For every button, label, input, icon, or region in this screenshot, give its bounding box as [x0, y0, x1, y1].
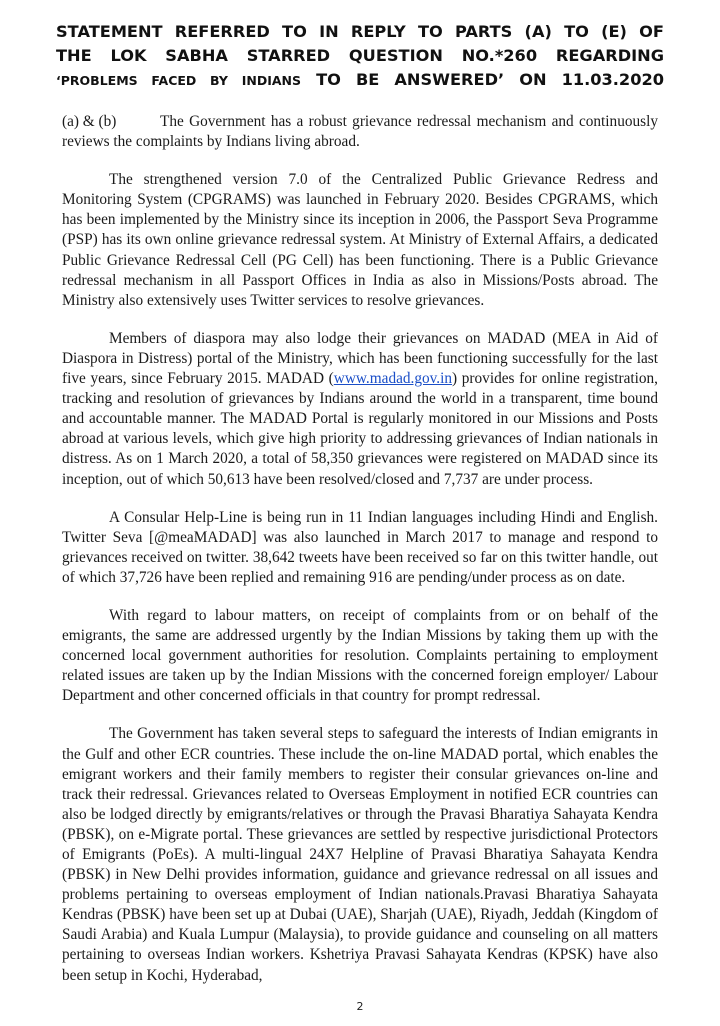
paragraph-a-b-text: The Government has a robust grievance redressal mechanism and continuously reviews the complaints by Indians living abroad. — [62, 113, 658, 151]
heading-line-3 — [56, 68, 664, 93]
paragraph-emigrants: The Government has taken several steps to safeguard the interests of Indian emigrants in the Gulf and other ECR countries. These include the on-line MADAD portal, which enables the emigrant workers and their family members to register their consular grievances on-line and track their redressal. Grievances related to Overseas Employment in notified ECR countries can also be lodged directly by emigrants/relatives or through the Pravasi Bharatiya Sahayata Kendra (PBSK), on e-Migrate portal. These grievances are settled by respective jurisdictional Protectors of Emigrants (PoEs). A multi-lingual 24X7 Helpline of Pravasi Bharatiya Sahayata Kendra (PBSK) in New Delhi provides information, guidance and grievance redressal on all issues and problems pertaining to overseas employment of Indian nationals.Pravasi Bharatiya Sahayata Kendras (PBSK) have been set up at Dubai (UAE), Sharjah (UAE), Riyadh, Jeddah (Kingdom of Saudi Arabia) and Kuala Lumpur (Malaysia), to provide guidance and counseling on all matters pertaining to overseas Indian workers. Kshetriya Pravasi Sahayata Kendras (KPSK) have also been setup in Kochi, Hyderabad, — [62, 725, 658, 984]
part-label: (a) & (b) — [62, 113, 117, 130]
paragraph-cpgrams: The strengthened version 7.0 of the Centralized Public Grievance Redress and Monitoring System (CPGRAMS) was launched in February 2020. Besides CPGRAMS, which has been implemented by the Ministry since its inception in 2006, the Passport Seva Programme (PSP) has its own online grievance redressal system. At Ministry of External Affairs, a dedicated Public Grievance Redressal Cell (PG Cell) has been functioning. There is a Public Grievance redressal mechanism in all Passport Offices in India as also in Missions/Posts abroad. The Ministry also extensively uses Twitter services to resolve grievances. — [62, 171, 658, 309]
page-number: 2 — [356, 1000, 364, 1013]
statement-body — [62, 112, 658, 1004]
heading-line-2: THE LOK SABHA STARRED QUESTION NO.*260 REGARDING — [56, 46, 664, 65]
paragraph-madad — [62, 329, 658, 490]
paragraph-helpline: A Consular Help-Line is being run in 11 Indian languages including Hindi and English. Twitter Seva [@meaMADAD] was also launched in March 2017 to manage and respond to grievances received on twitter. 38,642 tweets have been received so far on this twitter handle, out of which 37,726 have been replied and remaining 916 are pending/under process as on date. — [62, 508, 658, 586]
heading-line-3-small-caps: ‘PROBLEMS FACED BY INDIANS — [56, 73, 302, 88]
paragraph-a-b — [62, 112, 658, 152]
paragraph-labour: With regard to labour matters, on receipt of complaints from or on behalf of the emigrants, the same are addressed urgently by the Indian Missions by taking them up with the concerned local government authorities for resolution. Complaints pertaining to employment related issues are taken up by the Indian Missions with the concerned foreign employer/ Labour Department and other concerned officials in that country for prompt redressal. — [62, 606, 658, 705]
heading-line-1: STATEMENT REFERRED TO IN REPLY TO PARTS (A) TO (E) OF — [56, 22, 664, 41]
madad-link[interactable]: www.madad.gov.in — [333, 370, 453, 388]
statement-heading — [56, 20, 664, 93]
heading-line-3-rest: TO BE ANSWERED’ ON 11.03.2020 — [301, 70, 664, 89]
paragraph-madad-text-2: ) provides for online registration, tracking and resolution of grievances by Indians around the world in a transparent, time bound and accountable manner. The MADAD Portal is regularly monitored in our Missions and Posts abroad at various levels, which give high priority to addressing grievances of Indian nationals in distress. As on 1 March 2020, a total of 58,350 grievances were registered on MADAD since its inception, out of which 50,613 have been resolved/closed and 7,737 are under process. — [62, 370, 658, 488]
paragraph-madad-text-1: Members of diaspora may also lodge their grievances on MADAD (MEA in Aid of Diaspora in Distress) portal of the Ministry, which has been functioning successfully for the last five years, since February 2015. MADAD ( — [62, 329, 658, 388]
